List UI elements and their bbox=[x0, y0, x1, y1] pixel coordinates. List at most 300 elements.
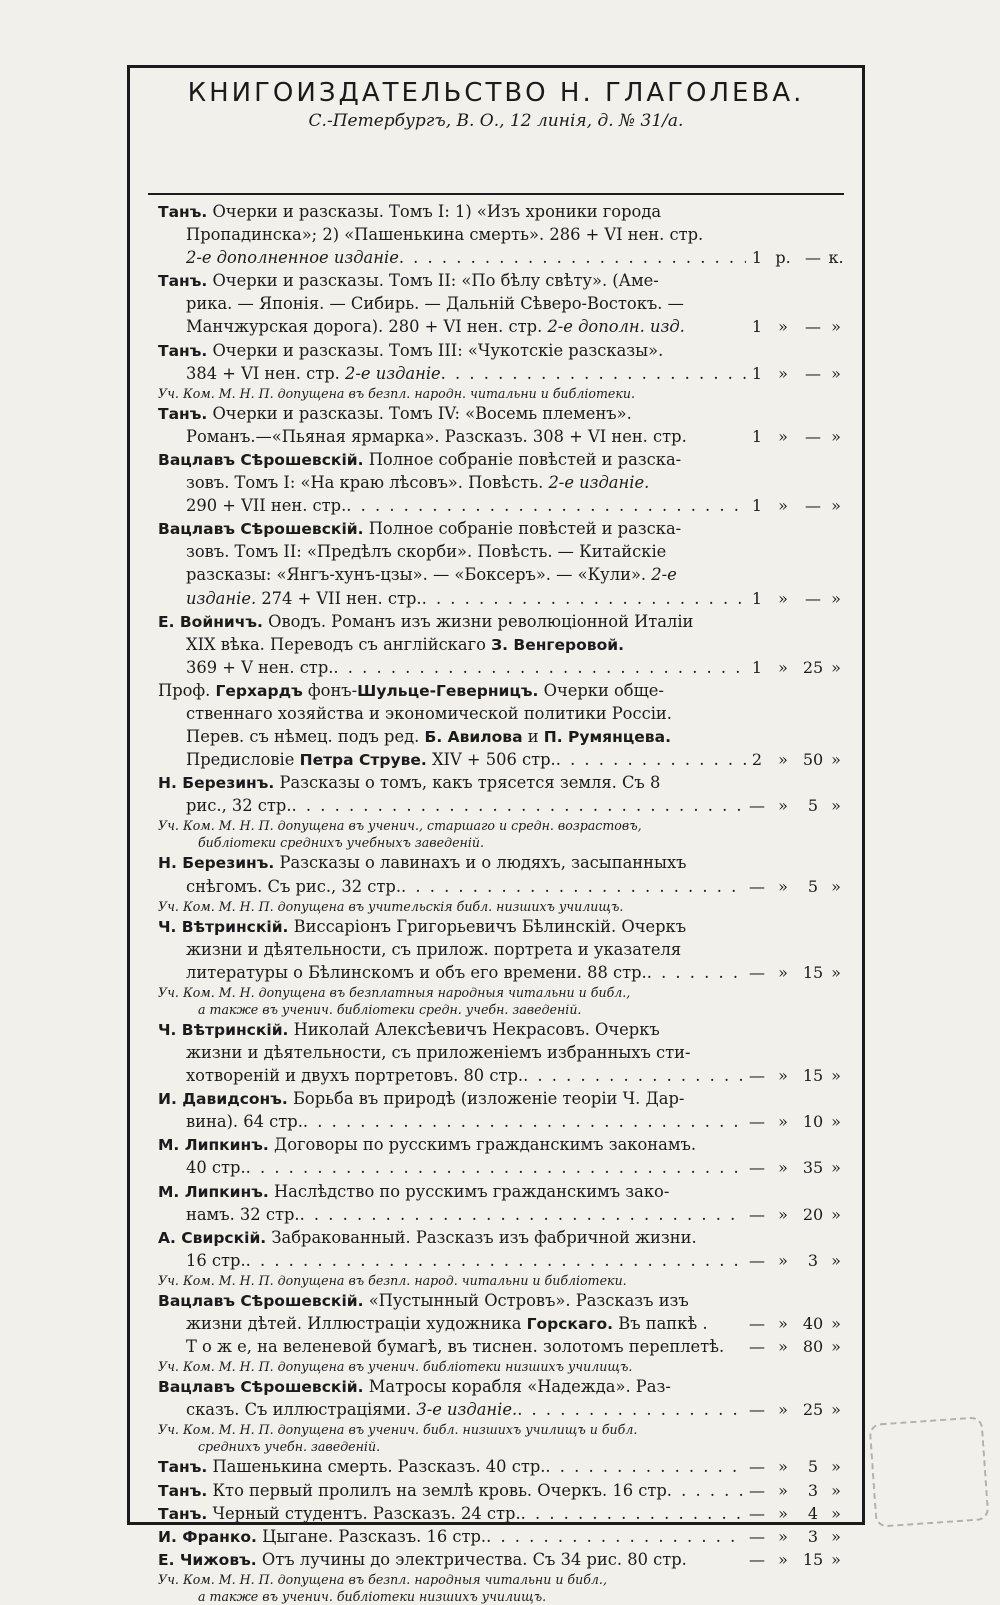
entry-text: хотвореній и двухъ портретовъ. 80 стр. bbox=[186, 1066, 524, 1086]
catalog-entry bbox=[158, 339, 844, 402]
entry-line bbox=[158, 292, 844, 315]
edition-note: 3-е изданіе. bbox=[416, 1400, 518, 1420]
price-kopecks: 15 bbox=[802, 1549, 824, 1569]
entry-text: Отъ лучины до электричества. Съ 34 рис. 80 стр. bbox=[256, 1549, 687, 1569]
entry-text: Забракованный. Разсказъ изъ фабричной жизни. bbox=[266, 1227, 697, 1247]
price-kopecks: 10 bbox=[802, 1112, 824, 1132]
entry-text: Борьба въ природѣ (изложеніе теоріи Ч. Дар- bbox=[287, 1089, 685, 1109]
price bbox=[746, 656, 844, 679]
price bbox=[746, 794, 844, 817]
entry-line bbox=[158, 339, 844, 362]
catalog-entry bbox=[158, 1455, 844, 1478]
price-rubles: — bbox=[749, 876, 765, 896]
entry-line bbox=[158, 1133, 844, 1156]
entry-text: и bbox=[522, 727, 544, 747]
catalog-entry bbox=[158, 517, 844, 609]
entry-line bbox=[158, 1455, 844, 1478]
catalog-entry bbox=[158, 1479, 844, 1502]
entry-line bbox=[158, 938, 844, 961]
dot-leader bbox=[556, 748, 746, 771]
library-stamp bbox=[869, 1416, 990, 1528]
entry-line bbox=[158, 1479, 844, 1502]
entry-text: зовъ. Томъ II: «Предѣлъ скорби». Повѣсть. — Китайскіе bbox=[186, 542, 667, 562]
catalog-entry bbox=[158, 1375, 844, 1455]
entry-text: Очерки и разсказы. Томъ III: «Чукотскіе разсказы». bbox=[207, 340, 664, 360]
spacer bbox=[708, 1312, 747, 1335]
entry-text: Договоры по русскимъ гражданскимъ законамъ. bbox=[268, 1135, 697, 1155]
entry-text: Наслѣдство по русскимъ гражданскимъ зако- bbox=[268, 1181, 670, 1201]
price-kop-mark: » bbox=[831, 1112, 841, 1132]
publisher-address: С.-Петербургъ, В. О., 12 линія, д. № 31/а. bbox=[308, 111, 684, 131]
entry-line bbox=[158, 587, 844, 610]
entry-text: намъ. 32 стр. bbox=[186, 1204, 300, 1224]
dot-leader bbox=[517, 1398, 746, 1421]
dot-leader bbox=[521, 1502, 746, 1525]
dot-leader bbox=[333, 656, 746, 679]
entry-text: Т о ж е, на веленевой бумагѣ, въ тиснен. золотомъ переплетѣ. bbox=[186, 1337, 725, 1357]
price-rub-mark: » bbox=[778, 1112, 788, 1132]
entry-line bbox=[158, 1502, 844, 1525]
entry-line bbox=[158, 1226, 844, 1249]
entry-line bbox=[158, 656, 844, 679]
price bbox=[746, 1525, 844, 1548]
entry-text: жизни дѣтей. Иллюстраціи художника bbox=[186, 1314, 527, 1334]
entry-text: 274 + VII нен. стр. bbox=[256, 588, 422, 608]
price-rub-mark: » bbox=[778, 1526, 788, 1546]
entry-line bbox=[158, 448, 844, 471]
dot-leader bbox=[422, 587, 746, 610]
price bbox=[746, 1455, 844, 1478]
entry-line bbox=[158, 1289, 844, 1312]
entry-line bbox=[158, 1087, 844, 1110]
entry-text: Цыгане. Разсказъ. 16 стр. bbox=[256, 1526, 487, 1546]
price-rubles: — bbox=[749, 1314, 765, 1334]
price-rubles: — bbox=[749, 1158, 765, 1178]
price-kop-mark: » bbox=[831, 1457, 841, 1477]
price-kop-mark: » bbox=[831, 1250, 841, 1270]
entry-line bbox=[158, 794, 844, 817]
author-name: Ч. Вѣтринскій. bbox=[158, 917, 289, 936]
catalog-entry bbox=[158, 200, 844, 269]
spacer bbox=[685, 315, 746, 338]
publisher-title: КНИГОИЗДАТЕЛЬСТВО Н. ГЛАГОЛЕВА. bbox=[187, 78, 805, 108]
catalog-entry bbox=[158, 915, 844, 1018]
author-name: Танъ. bbox=[158, 203, 208, 221]
entry-line bbox=[158, 1110, 844, 1133]
entry-text: жизни и дѣятельности, съ приложеніемъ избранныхъ сти- bbox=[186, 1043, 691, 1062]
price-kopecks: — bbox=[805, 496, 821, 516]
approval-note: библіотеки среднихъ учебныхъ заведеній. bbox=[198, 835, 484, 851]
page-header bbox=[130, 68, 862, 132]
entry-line bbox=[158, 563, 844, 586]
entry-text: Черный студентъ. Разсказъ. 24 стр. bbox=[207, 1503, 521, 1523]
price bbox=[746, 875, 844, 898]
price-rubles: — bbox=[749, 1480, 765, 1500]
entry-line bbox=[158, 362, 844, 385]
price bbox=[746, 246, 844, 269]
price-rub-mark: » bbox=[778, 750, 788, 770]
price-rub-mark: » bbox=[778, 1549, 788, 1569]
catalog-entry bbox=[158, 1548, 844, 1605]
price-kop-mark: » bbox=[831, 1503, 841, 1523]
author-name: П. Румянцева. bbox=[543, 728, 671, 747]
entry-text: Полное собраніе повѣстей и разска- bbox=[363, 449, 682, 469]
price-kop-mark: » bbox=[831, 317, 841, 337]
price bbox=[746, 315, 844, 338]
price-kopecks: 3 bbox=[807, 1250, 819, 1270]
author-name: Танъ. bbox=[158, 1458, 208, 1477]
price-kop-mark: » bbox=[831, 1526, 841, 1546]
price-rub-mark: » bbox=[778, 588, 788, 608]
author-name: Е. Чижовъ. bbox=[158, 1550, 257, 1569]
entry-line bbox=[158, 1375, 844, 1398]
price-kopecks: 3 bbox=[807, 1526, 819, 1546]
entry-line bbox=[158, 633, 844, 656]
entry-text: Очерки и разсказы. Томъ II: «По бѣлу свѣту». (Аме- bbox=[207, 271, 659, 291]
entry-text: 16 стр. bbox=[186, 1250, 246, 1270]
price-rub-mark: » bbox=[778, 1457, 788, 1477]
catalog-entry bbox=[158, 1502, 844, 1525]
entry-text: Виссаріонъ Григорьевичъ Бѣлинскій. Очеркъ bbox=[288, 916, 687, 936]
edition-note: 2-е изданіе. bbox=[548, 473, 650, 493]
author-name: Н. Березинъ. bbox=[158, 774, 275, 793]
entry-text: жизни и дѣятельности, съ прилож. портрета и указателя bbox=[186, 939, 682, 959]
author-name: Б. Авилова bbox=[424, 728, 523, 747]
dot-leader bbox=[346, 494, 746, 517]
price-kopecks: 25 bbox=[802, 657, 824, 677]
price-kop-mark: » bbox=[831, 1314, 841, 1334]
price-rub-mark: » bbox=[778, 1314, 788, 1334]
price-kopecks: — bbox=[805, 588, 821, 608]
author-name: Танъ. bbox=[158, 341, 208, 360]
price bbox=[746, 1156, 844, 1179]
author-name: А. Свирскій. bbox=[158, 1228, 267, 1247]
price-rubles: — bbox=[749, 1112, 765, 1132]
entry-line bbox=[158, 1335, 844, 1358]
price-kopecks: 50 bbox=[802, 750, 824, 770]
author-name: Е. Войничъ. bbox=[158, 612, 263, 631]
author-name: Шульце-Геверницъ. bbox=[357, 681, 539, 700]
price bbox=[746, 1110, 844, 1133]
entry-line bbox=[158, 540, 844, 563]
entry-line bbox=[158, 1249, 844, 1272]
price-kop-mark: » bbox=[831, 796, 841, 816]
catalog-entry bbox=[158, 679, 844, 771]
dot-leader bbox=[401, 875, 746, 898]
author-name: Н. Березинъ. bbox=[158, 854, 275, 873]
author-name: Танъ. bbox=[158, 1481, 208, 1500]
entry-text: Матросы корабля «Надежда». Раз- bbox=[363, 1377, 671, 1397]
spacer bbox=[687, 425, 746, 448]
entry-line bbox=[158, 1018, 844, 1041]
catalog-entry bbox=[158, 851, 844, 914]
price-rubles: 1 bbox=[751, 496, 763, 516]
price-kopecks: — bbox=[805, 363, 821, 383]
author-name: Вацлавъ Сѣрошевскій. bbox=[158, 450, 364, 469]
price bbox=[746, 494, 844, 517]
entry-line bbox=[158, 748, 844, 771]
catalog-entry bbox=[158, 1180, 844, 1226]
price-kopecks: — bbox=[805, 317, 821, 337]
entry-line bbox=[158, 725, 844, 748]
entry-line bbox=[158, 269, 844, 292]
dot-leader bbox=[545, 1455, 746, 1478]
price-kop-mark: » bbox=[831, 1337, 841, 1357]
approval-note: среднихъ учебн. заведеній. bbox=[198, 1439, 381, 1455]
price-rubles: — bbox=[749, 1549, 765, 1569]
price bbox=[746, 587, 844, 610]
author-name: Горскаго. bbox=[526, 1315, 614, 1334]
price-kopecks: 15 bbox=[802, 1066, 824, 1086]
price-rub-mark: » bbox=[778, 426, 788, 446]
entry-text: разсказы: «Янгъ-хунъ-цзы». — «Боксеръ». — «Кули». bbox=[186, 565, 652, 585]
price bbox=[746, 1479, 844, 1502]
entry-text: снѣгомъ. Съ рис., 32 стр. bbox=[186, 876, 402, 896]
entry-line bbox=[158, 1525, 844, 1548]
author-name: И. Франко. bbox=[158, 1527, 257, 1546]
price-rub-mark: р. bbox=[775, 248, 791, 268]
author-name: М. Липкинъ. bbox=[158, 1136, 269, 1155]
price bbox=[746, 1502, 844, 1525]
author-name: М. Липкинъ. bbox=[158, 1182, 269, 1201]
entry-line bbox=[158, 315, 844, 338]
entry-line bbox=[158, 1312, 844, 1335]
price bbox=[746, 1335, 844, 1358]
catalog-entry bbox=[158, 448, 844, 517]
price-kopecks: 5 bbox=[807, 796, 819, 816]
price-kopecks: 3 bbox=[807, 1480, 819, 1500]
price-kop-mark: » bbox=[831, 363, 841, 383]
price-rubles: 1 bbox=[751, 248, 763, 268]
entry-text: «Пустынный Островъ». Разсказъ изъ bbox=[363, 1290, 689, 1310]
author-name: Танъ. bbox=[158, 1504, 208, 1523]
entry-line bbox=[158, 402, 844, 425]
price-kopecks: — bbox=[805, 248, 821, 268]
approval-note: Уч. Ком. М. Н. П. допущена въ учительскія библ. низшихъ училищъ. bbox=[158, 898, 624, 914]
edition-note: 2-е дополненное изданіе bbox=[186, 248, 399, 268]
catalog-entry bbox=[158, 610, 844, 679]
price-rub-mark: » bbox=[778, 1480, 788, 1500]
catalog-entry bbox=[158, 771, 844, 851]
entry-text: Пропадинска»; 2) «Пашенькина смерть». 286 + VI нен. стр. bbox=[186, 225, 704, 245]
spacer bbox=[687, 1548, 746, 1571]
catalog-entry bbox=[158, 1018, 844, 1087]
price-rubles: — bbox=[749, 1337, 765, 1357]
dot-leader bbox=[303, 1110, 746, 1133]
entry-text: Разсказы о лавинахъ и о людяхъ, засыпанныхъ bbox=[274, 853, 687, 873]
dot-leader bbox=[300, 1203, 746, 1226]
price bbox=[746, 1398, 844, 1421]
entry-text: XIX вѣка. Переводъ съ англійскаго bbox=[186, 634, 492, 654]
price bbox=[746, 425, 844, 448]
price-kop-mark: » bbox=[831, 657, 841, 677]
entry-text: 369 + V нен. стр. bbox=[186, 657, 334, 677]
price-kop-mark: » bbox=[831, 588, 841, 608]
price-rub-mark: » bbox=[778, 1204, 788, 1224]
edition-note: 2-е дополн. изд. bbox=[547, 317, 685, 337]
approval-note: Уч. Ком. М. Н. П. допущена въ безпл. народн. читальни и библіотеки. bbox=[158, 385, 635, 401]
price-rubles: 1 bbox=[751, 588, 763, 608]
price-kop-mark: » bbox=[831, 1480, 841, 1500]
entry-line bbox=[158, 1398, 844, 1421]
price-rubles: 1 bbox=[751, 426, 763, 446]
entry-text: Въ папкѣ . bbox=[613, 1314, 708, 1334]
entry-text: 290 + VII нен. стр. bbox=[186, 496, 347, 516]
entry-line bbox=[158, 771, 844, 794]
edition-note: 2-е изданіе bbox=[345, 363, 441, 383]
entry-text: Разсказы о томъ, какъ трясется земля. Съ 8 bbox=[274, 773, 661, 793]
price bbox=[746, 1548, 844, 1571]
price-kop-mark: к. bbox=[828, 248, 844, 268]
dot-leader bbox=[399, 246, 746, 269]
price-kopecks: 15 bbox=[802, 962, 824, 982]
price-rub-mark: » bbox=[778, 496, 788, 516]
price-rubles: — bbox=[749, 1457, 765, 1477]
entry-text: Перев. съ нѣмец. подъ ред. bbox=[186, 727, 425, 747]
price-rubles: — bbox=[749, 1526, 765, 1546]
entry-text: Полное собраніе повѣстей и разска- bbox=[363, 519, 682, 539]
entry-text: вина). 64 стр. bbox=[186, 1112, 303, 1132]
author-name: Вацлавъ Сѣрошевскій. bbox=[158, 1291, 364, 1310]
entry-line bbox=[158, 679, 844, 702]
price bbox=[746, 748, 844, 771]
entry-text: 40 стр. bbox=[186, 1158, 246, 1178]
dot-leader bbox=[647, 961, 746, 984]
price-rub-mark: » bbox=[778, 796, 788, 816]
entry-line bbox=[158, 702, 844, 725]
entry-text: ственнаго хозяйства и экономической политики Россіи. bbox=[186, 703, 672, 723]
entry-text: Очерки и разсказы. Томъ IV: «Восемь племенъ». bbox=[207, 403, 632, 423]
price-rub-mark: » bbox=[778, 1158, 788, 1178]
price-kopecks: 5 bbox=[807, 876, 819, 896]
price-kop-mark: » bbox=[831, 1400, 841, 1420]
entry-text: сказъ. Съ иллюстраціями. bbox=[186, 1400, 417, 1420]
price-rubles: — bbox=[749, 1066, 765, 1086]
price-kop-mark: » bbox=[831, 426, 841, 446]
entry-text: Кто первый пролилъ на землѣ кровь. Очеркъ. 16 стр bbox=[207, 1480, 667, 1500]
catalog-frame bbox=[127, 65, 865, 1604]
price bbox=[746, 1064, 844, 1087]
price-rubles: — bbox=[749, 1503, 765, 1523]
entry-line bbox=[158, 961, 844, 984]
catalog-entry bbox=[158, 402, 844, 448]
entry-text: 384 + VI нен. стр. bbox=[186, 363, 346, 383]
price-rub-mark: » bbox=[778, 1066, 788, 1086]
entry-line bbox=[158, 1041, 844, 1064]
price bbox=[746, 1312, 844, 1335]
price-rub-mark: » bbox=[778, 363, 788, 383]
entry-text: Пашенькина смерть. Разсказъ. 40 стр. bbox=[207, 1457, 546, 1477]
price bbox=[746, 362, 844, 385]
price-rubles: 2 bbox=[751, 750, 763, 770]
dot-leader bbox=[486, 1525, 746, 1548]
entry-text: Очерки и разсказы. Томъ I: 1) «Изъ хроники города bbox=[207, 202, 662, 221]
price-rub-mark: » bbox=[778, 1503, 788, 1523]
entry-line bbox=[158, 1180, 844, 1203]
catalog-entry bbox=[158, 269, 844, 338]
price-kop-mark: » bbox=[831, 876, 841, 896]
price-kop-mark: » bbox=[831, 750, 841, 770]
author-name: Петра Струве. bbox=[299, 751, 427, 770]
entry-text: Николай Алексѣевичъ Некрасовъ. Очеркъ bbox=[288, 1019, 660, 1039]
catalog-entry bbox=[158, 1133, 844, 1179]
edition-note: изданіе. bbox=[186, 588, 257, 608]
catalog-list bbox=[158, 200, 844, 1605]
price bbox=[746, 1203, 844, 1226]
price-kopecks: 4 bbox=[807, 1503, 819, 1523]
entry-line bbox=[158, 875, 844, 898]
approval-note: а также въ ученич. библіотеки низшихъ училищъ. bbox=[198, 1588, 547, 1604]
author-name: З. Венгеровой. bbox=[491, 635, 624, 654]
entry-line bbox=[158, 915, 844, 938]
approval-note: Уч. Ком. М. Н. П. допущена въ безпл. народныя читальни и библ., bbox=[158, 1571, 607, 1587]
entry-text: Оводъ. Романъ изъ жизни революціонной Италіи bbox=[262, 611, 694, 631]
price-rub-mark: » bbox=[778, 962, 788, 982]
entry-line bbox=[158, 851, 844, 874]
price bbox=[746, 961, 844, 984]
price-rubles: — bbox=[749, 962, 765, 982]
price-rubles: 1 bbox=[751, 317, 763, 337]
catalog-entry bbox=[158, 1525, 844, 1548]
approval-note: а также въ ученич. библіотеки средн. учебн. заведеній. bbox=[198, 1001, 582, 1017]
entry-line bbox=[158, 471, 844, 494]
dot-leader bbox=[523, 1064, 746, 1087]
price-rub-mark: » bbox=[778, 1250, 788, 1270]
author-name: И. Давидсонъ. bbox=[158, 1090, 288, 1109]
entry-line bbox=[158, 425, 844, 448]
price-rubles: — bbox=[749, 1250, 765, 1270]
approval-note: Уч. Ком. М. Н. П. допущена въ ученич. библ. низшихъ училищъ и библ. bbox=[158, 1422, 638, 1438]
entry-text: Проф. bbox=[158, 680, 216, 700]
entry-text: XIV + 506 стр. bbox=[426, 750, 556, 770]
entry-line bbox=[158, 517, 844, 540]
entry-line bbox=[158, 494, 844, 517]
entry-line bbox=[158, 1203, 844, 1226]
author-name: Вацлавъ Сѣрошевскій. bbox=[158, 1378, 364, 1397]
entry-text: Очерки обще- bbox=[538, 680, 664, 700]
price-kopecks: 35 bbox=[802, 1158, 824, 1178]
price-kopecks: 25 bbox=[802, 1400, 824, 1420]
dot-leader bbox=[667, 1479, 746, 1502]
entry-text: рика. — Японія. — Сибирь. — Дальній Сѣверо-Востокъ. — bbox=[186, 294, 684, 314]
price-kop-mark: » bbox=[831, 1549, 841, 1569]
entry-text: Предисловіе bbox=[186, 750, 300, 770]
catalog-entry bbox=[158, 1226, 844, 1289]
price-rub-mark: » bbox=[778, 657, 788, 677]
price-kopecks: 5 bbox=[807, 1457, 819, 1477]
entry-line bbox=[158, 610, 844, 633]
edition-note: 2-е bbox=[651, 565, 677, 585]
entry-text: Романъ.—«Пьяная ярмарка». Разсказъ. 308 + VI нен. стр. bbox=[186, 426, 687, 446]
price-rubles: 1 bbox=[751, 363, 763, 383]
price-rub-mark: » bbox=[778, 876, 788, 896]
author-name: Герхардъ bbox=[215, 681, 303, 700]
entry-text: литературы о Бѣлинскомъ и объ его времени. 88 стр. bbox=[186, 962, 647, 982]
spacer bbox=[724, 1335, 746, 1358]
price-kop-mark: » bbox=[831, 962, 841, 982]
price-rubles: — bbox=[749, 796, 765, 816]
dot-leader bbox=[292, 794, 746, 817]
approval-note: Уч. Ком. М. Н. П. допущена въ ученич. библіотеки низшихъ училищъ. bbox=[158, 1359, 633, 1375]
price-rubles: — bbox=[749, 1204, 765, 1224]
author-name: Танъ. bbox=[158, 272, 208, 291]
approval-note: Уч. Ком. М. Н. допущена въ безплатныя народныя читальни и библ., bbox=[158, 984, 631, 1000]
price-kop-mark: » bbox=[831, 1204, 841, 1224]
entry-line bbox=[158, 246, 844, 269]
price-rubles: 1 bbox=[751, 657, 763, 677]
price-kopecks: 40 bbox=[802, 1314, 824, 1334]
dot-leader bbox=[246, 1156, 746, 1179]
